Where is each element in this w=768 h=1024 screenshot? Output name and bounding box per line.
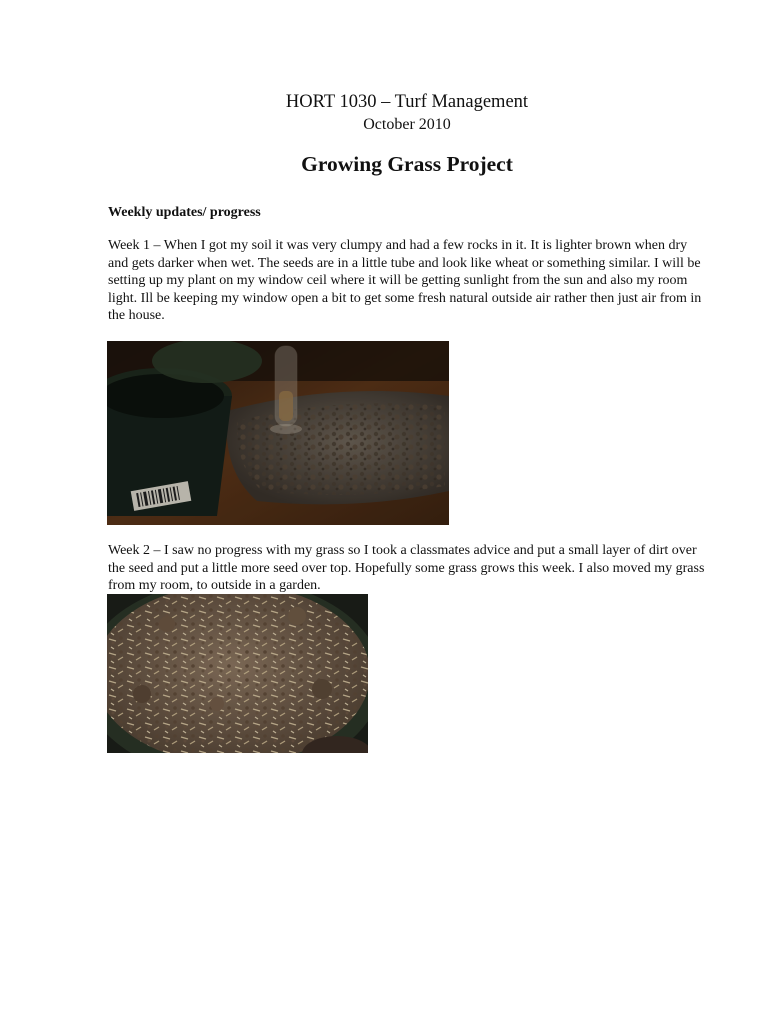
week-2-photo — [107, 594, 368, 753]
course-title: HORT 1030 – Turf Management — [285, 92, 529, 112]
week-2-entry: Week 2 – I saw no progress with my grass so I took a classmates advice and put a small layer of dirt over the seed and put a little more seed over top. Hopefully some grass grows this week. I also moved my grass from my room, to outside in a garden. — [108, 543, 705, 593]
section-heading: Weekly updates/ progress — [108, 205, 261, 220]
document-date: October 2010 — [363, 116, 451, 133]
week-1-entry: Week 1 – When I got my soil it was very clumpy and had a few rocks in it. It is lighter brown when dry and gets darker when wet. The seeds are in a little tube and look like wheat or something similar. I will be setting up my plant on my window ceil where it will be getting sunlight from the sun and also my room light. Ill be keeping my window open a bit to get some fresh natural outside air rather then just air from in the house. — [108, 238, 702, 323]
week-1-photo — [107, 341, 449, 525]
page-title: Growing Grass Project — [301, 152, 513, 176]
